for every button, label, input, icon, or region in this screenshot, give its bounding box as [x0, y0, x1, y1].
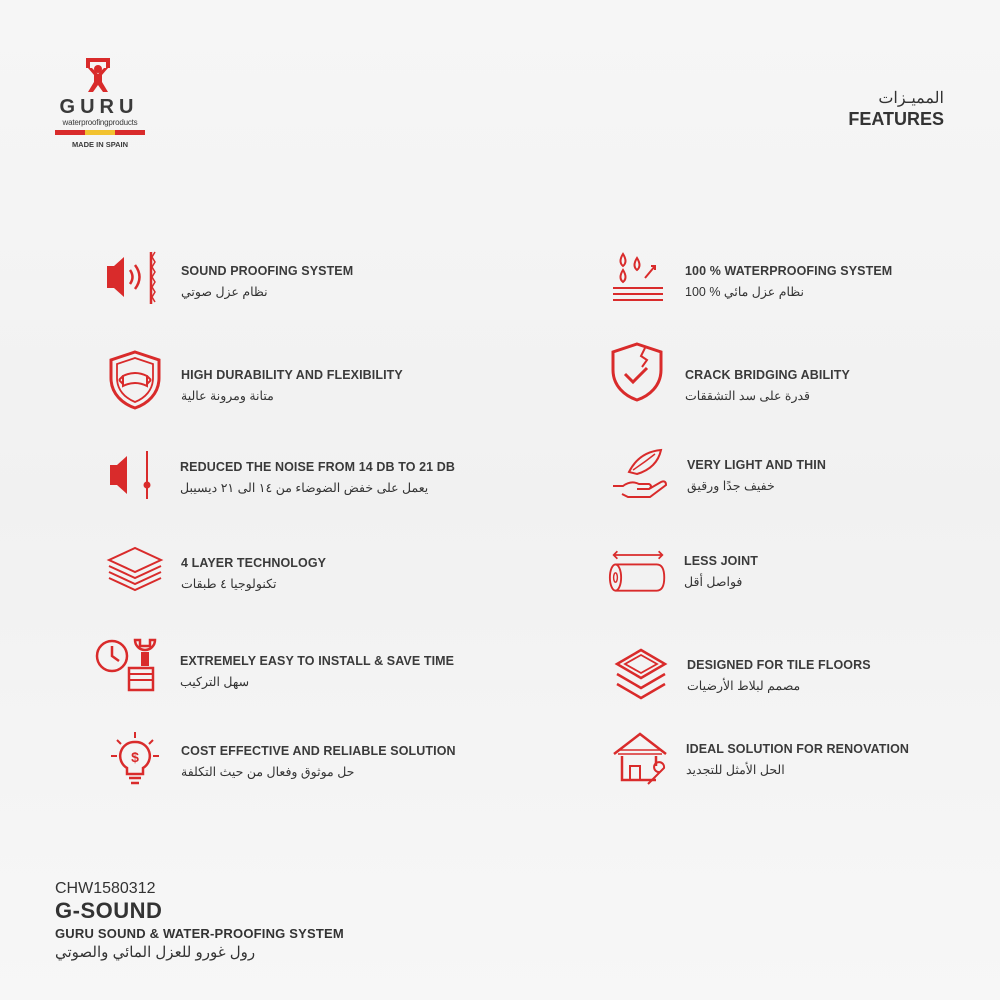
layers-icon	[105, 540, 165, 600]
brand-color-bar	[55, 130, 145, 135]
feature-label-en: CRACK BRIDGING ABILITY	[685, 368, 850, 382]
feature-label-ar: قدرة على سد التشققات	[685, 389, 811, 403]
feature-label-ar: سهل التركيب	[180, 675, 250, 689]
tile-layers-icon	[611, 644, 671, 704]
feature-label-en: VERY LIGHT AND THIN	[687, 458, 826, 472]
feature-label-ar: الحل الأمثل للتجديد	[686, 763, 785, 777]
features-title-ar: المميـزات	[878, 90, 944, 107]
speaker-wall-icon	[105, 248, 165, 308]
product-code: CHW1580312	[55, 880, 156, 897]
feature-label-en: 4 LAYER TECHNOLOGY	[181, 556, 327, 570]
feature-label-en: DESIGNED FOR TILE FLOORS	[687, 658, 871, 672]
shield-flex-icon	[105, 350, 165, 410]
feature-label-en: EXTREMELY EASY TO INSTALL & SAVE TIME	[180, 654, 455, 668]
product-name: G-SOUND	[55, 898, 163, 923]
brand-logo	[52, 58, 152, 154]
feature-label-en: IDEAL SOLUTION FOR RENOVATION	[686, 742, 910, 756]
feature-label-ar: مصمم لبلاط الأرضيات	[687, 679, 801, 693]
product-subtitle: GURU SOUND & WATER-PROOFING SYSTEM	[55, 926, 344, 941]
feature-label-ar: تكنولوجيا ٤ طبقات	[181, 577, 277, 591]
feature-label-ar: حل موثوق وفعال من حيث التكلفة	[181, 765, 355, 779]
feature-label-en: HIGH DURABILITY AND FLEXIBILITY	[181, 368, 403, 382]
feature-label-en: LESS JOINT	[684, 554, 758, 568]
feature-label-en: COST EFFECTIVE AND RELIABLE SOLUTION	[181, 744, 456, 758]
hand-feather-icon	[611, 444, 671, 504]
feature-label-en: REDUCED THE NOISE FROM 14 DB TO 21 DB	[180, 460, 456, 474]
shield-check-crack-icon	[609, 342, 669, 402]
brand-name: GURU	[59, 96, 139, 118]
feature-label-ar: نظام عزل صوتي	[181, 285, 268, 299]
made-in-label: MADE IN SPAIN	[71, 140, 129, 149]
feature-label-ar: متانة ومرونة عالية	[181, 389, 274, 403]
feature-label-ar: يعمل على خفض الضوضاء من ١٤ الى ٢١ ديسيبل	[180, 481, 429, 495]
feature-label-en: 100 % WATERPROOFING SYSTEM	[685, 264, 893, 278]
guru-figure-icon	[84, 58, 112, 94]
features-heading	[848, 88, 944, 130]
product-name-ar: رول غورو للعزل المائي والصوتي	[55, 944, 256, 961]
feature-label-en: SOUND PROOFING SYSTEM	[181, 264, 354, 278]
product-info	[55, 880, 344, 961]
roll-icon	[608, 540, 668, 600]
house-wrench-icon	[610, 728, 670, 788]
feature-label-ar: فواصل أقل	[684, 575, 743, 589]
features-title-en: FEATURES	[848, 109, 944, 129]
water-drops-icon	[609, 248, 669, 308]
bulb-dollar-icon	[105, 728, 165, 788]
feature-label-ar: نظام عزل مائي % 100	[685, 285, 804, 299]
clock-wrench-icon	[95, 636, 161, 696]
brand-subtitle: waterproofingproducts	[62, 118, 138, 127]
speaker-slider-icon	[104, 445, 164, 505]
svg-text:$: $	[131, 749, 139, 765]
feature-label-ar: خفيف جدًا ورقيق	[687, 479, 775, 493]
